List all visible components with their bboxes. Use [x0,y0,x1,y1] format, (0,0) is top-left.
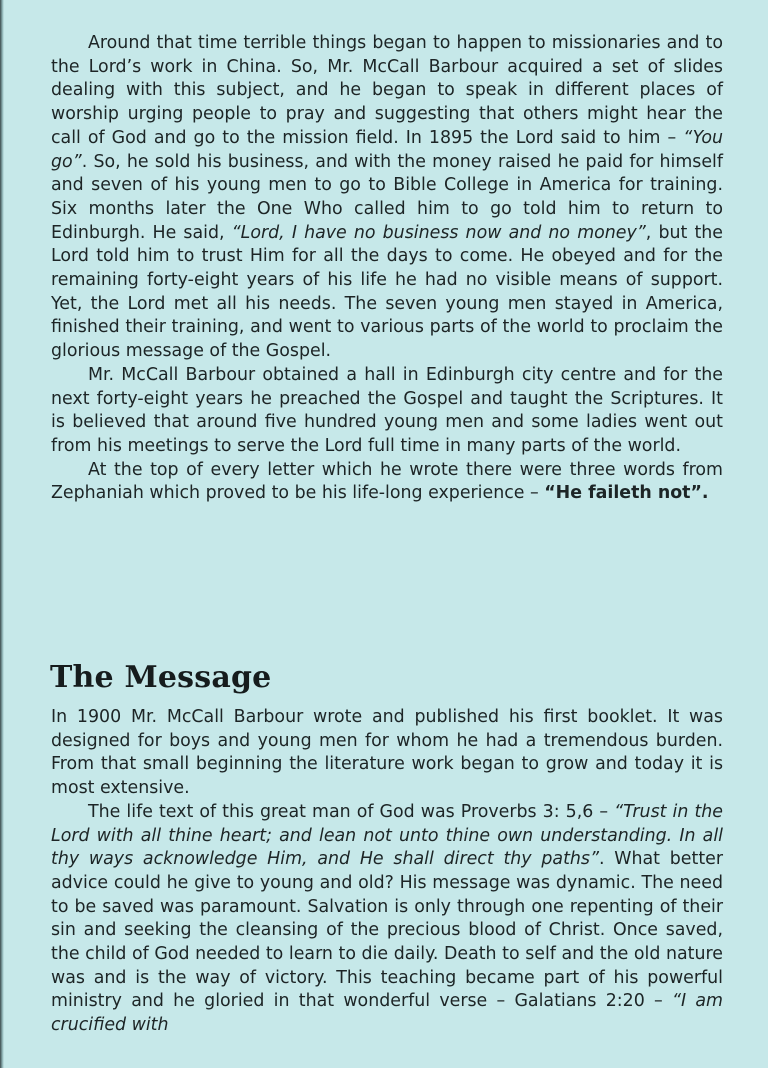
intro-text [51,32,723,506]
section-heading: The Message [50,660,272,695]
paragraph-missionaries: Around that time terrible things began to happen to missionaries and to the Lord’s work in China. So, Mr. McCall Barbour acquired a set of slides dealing with this subject, and he began to speak in different places of worship urging people to pray and suggesting that others might hear the call of God and go to the mission field. In 1895 the Lord said to him – “You go”. So, he sold his business, and with the money raised he paid for himself and seven of his young men to go to Bible College in America for training. Six months later the One Who called him to go told him to return to Edinburgh. He said, “Lord, I have no business now and no money”, but the Lord told him to trust Him for all the days to come. He obeyed and for the remaining forty-eight years of his life he had no visible means of support. Yet, the Lord met all his needs. The seven young men stayed in America, finished their training, and went to various parts of the world to proclaim the glorious message of the Gospel. [51,33,723,362]
paragraph-letters: At the top of every letter which he wrote there were three words from Zephaniah which proved to be his life-long experience – “He faileth not”. [51,459,723,504]
paragraph-edinburgh-hall: Mr. McCall Barbour obtained a hall in Edinburgh city centre and for the next forty-eight years he preached the Gospel and taught the Scriptures. It is believed that around five hundred young men and some ladies went out from his meetings to serve the Lord full time in many parts of the world. [51,364,723,456]
paragraph-first-booklet: In 1900 Mr. McCall Barbour wrote and published his first booklet. It was designed for boys and young men for whom he had a tremendous burden. From that small beginning the literature work began to grow and today it is most extensive. [51,707,723,799]
page-binding-edge [0,0,4,1068]
quote-he-faileth-not: “He faileth not”. [544,483,709,504]
paragraph-life-text: The life text of this great man of God was Proverbs 3: 5,6 – “Trust in the Lord with all thine heart; and lean not unto thine own understanding. In all thy ways acknowledge Him, and He shall direct thy paths”. What better advice could he give to young and old? His message was dynamic. The need to be saved was paramount. Salvation is only through one repenting of their sin and seeking the cleansing of the precious blood of Christ. Once saved, the child of God needed to learn to die daily. Death to self and the old nature was and is the way of victory. This teaching became part of his powerful ministry and he gloried in that wonderful verse – Galatians 2:20 – “I am crucified with [51,801,723,1036]
message-text [51,706,723,1038]
